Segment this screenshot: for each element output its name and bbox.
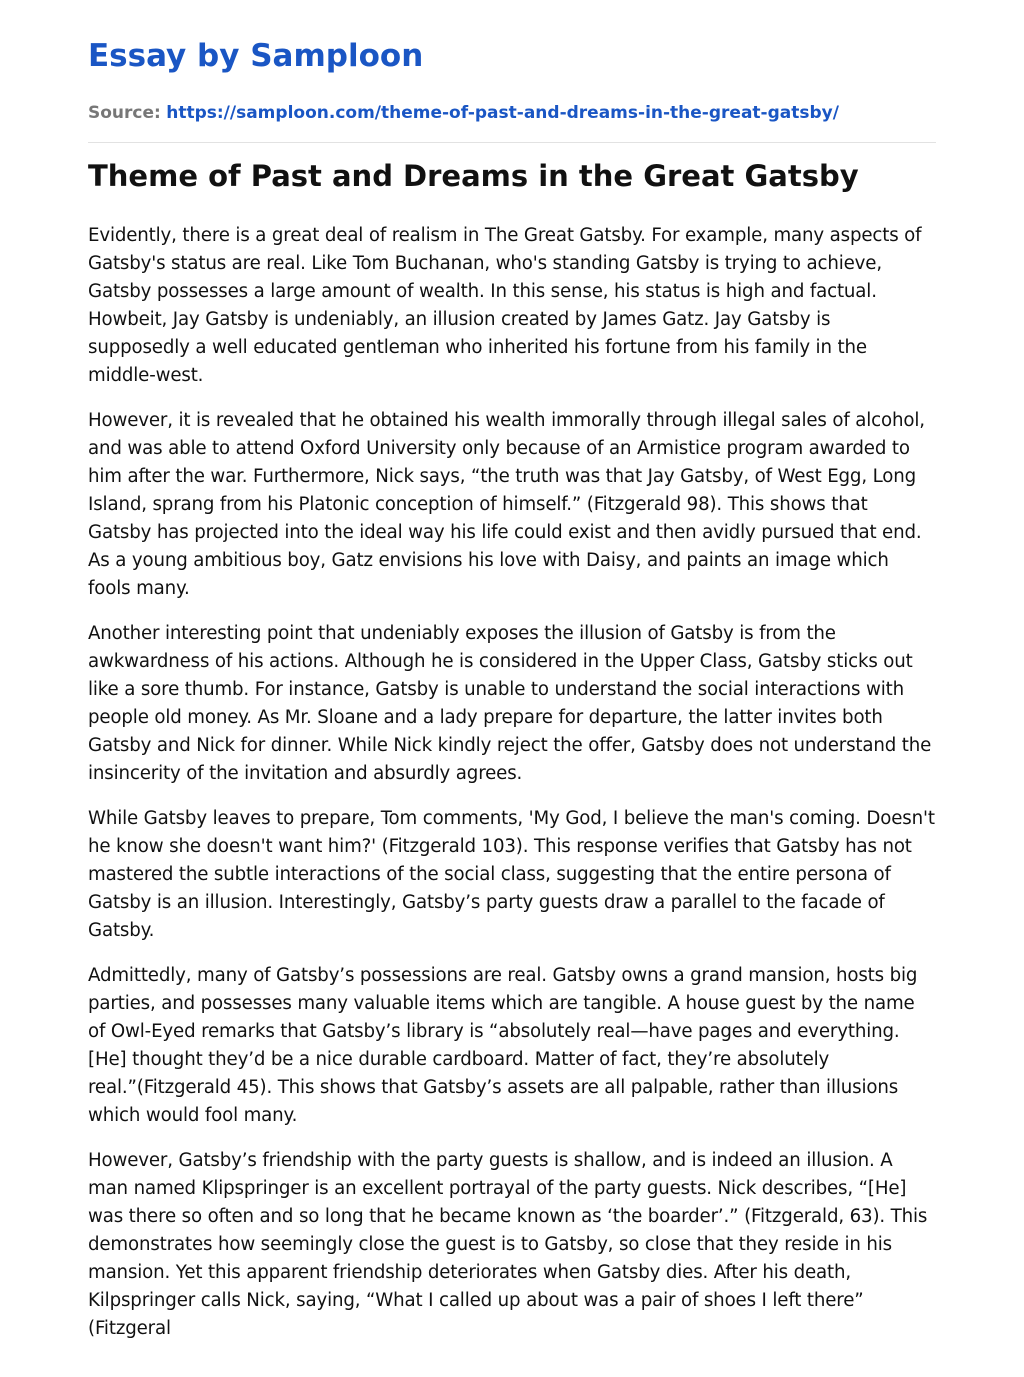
source-link[interactable]: https://samploon.com/theme-of-past-and-dreams-in-the-great-gatsby/: [166, 103, 839, 123]
essay-paragraph: Evidently, there is a great deal of realism in The Great Gatsby. For example, many aspects of Gatsby's status are real. Like Tom Buchanan, who's standing Gatsby is trying to achieve, Gatsby possesses a large amount of wealth. In this sense, his status is high and factual. Howbeit, Jay Gatsby is undeniably, an illusion created by James Gatz. Jay Gatsby is supposedly a well educated gentleman who inherited his fortune from his family in the middle-west.: [88, 225, 922, 386]
site-brand: Essay by Samploon: [88, 38, 424, 74]
essay-paragraph: However, Gatsby’s friendship with the party guests is shallow, and is indeed an illusion. A man named Klipspringer is an excellent portrayal of the party guests. Nick describes, “[He] was there so often and so long that he became known as ‘the boarder’.” (Fitzgerald, 63). This demonstrates how seemingly close the guest is to Gatsby, so close that they reside in his mansion. Yet this apparent friendship deteriorates when Gatsby dies. After his death, Kilpspringer calls Nick, saying, “What I called up about was a pair of shoes I left there” (Fitzgeral: [88, 1150, 928, 1339]
essay-body: [88, 222, 936, 1360]
essay-paragraph: Admittedly, many of Gatsby’s possessions are real. Gatsby owns a grand mansion, hosts big parties, and possesses many valuable items which are tangible. A house guest by the name of Owl-Eyed remarks that Gatsby’s library is “absolutely real—have pages and everything. [He] thought they’d be a nice durable cardboard. Matter of fact, they’re absolutely real.”(Fitzgerald 45). This shows that Gatsby’s assets are all palpable, rather than illusions which would fool many.: [88, 965, 918, 1126]
essay-paragraph: Another interesting point that undeniably exposes the illusion of Gatsby is from the awkwardness of his actions. Although he is considered in the Upper Class, Gatsby sticks out like a sore thumb. For instance, Gatsby is unable to understand the social interactions with people old money. As Mr. Sloane and a lady prepare for departure, the latter invites both Gatsby and Nick for dinner. While Nick kindly reject the offer, Gatsby does not understand the insincerity of the invitation and absurdly agrees.: [88, 623, 932, 784]
source-line: [88, 101, 839, 125]
essay-paragraph: While Gatsby leaves to prepare, Tom comments, 'My God, I believe the man's coming. Doesn't he know she doesn't want him?' (Fitzgerald 103). This response verifies that Gatsby has not mastered the subtle interactions of the social class, suggesting that the entire persona of Gatsby is an illusion. Interestingly, Gatsby’s party guests draw a parallel to the facade of Gatsby.: [88, 808, 935, 941]
source-label: Source:: [88, 103, 161, 123]
essay-paragraph: However, it is revealed that he obtained his wealth immorally through illegal sales of alcohol, and was able to attend Oxford University only because of an Armistice program awarded to him after the war. Furthermore, Nick says, “the truth was that Jay Gatsby, of West Egg, Long Island, sprang from his Platonic conception of himself.” (Fitzgerald 98). This shows that Gatsby has projected into the ideal way his life could exist and then avidly pursued that end. As a young ambitious boy, Gatz envisions his love with Daisy, and paints an image which fools many.: [88, 410, 925, 599]
header-divider: [88, 142, 936, 143]
essay-title: Theme of Past and Dreams in the Great Gatsby: [88, 159, 859, 193]
